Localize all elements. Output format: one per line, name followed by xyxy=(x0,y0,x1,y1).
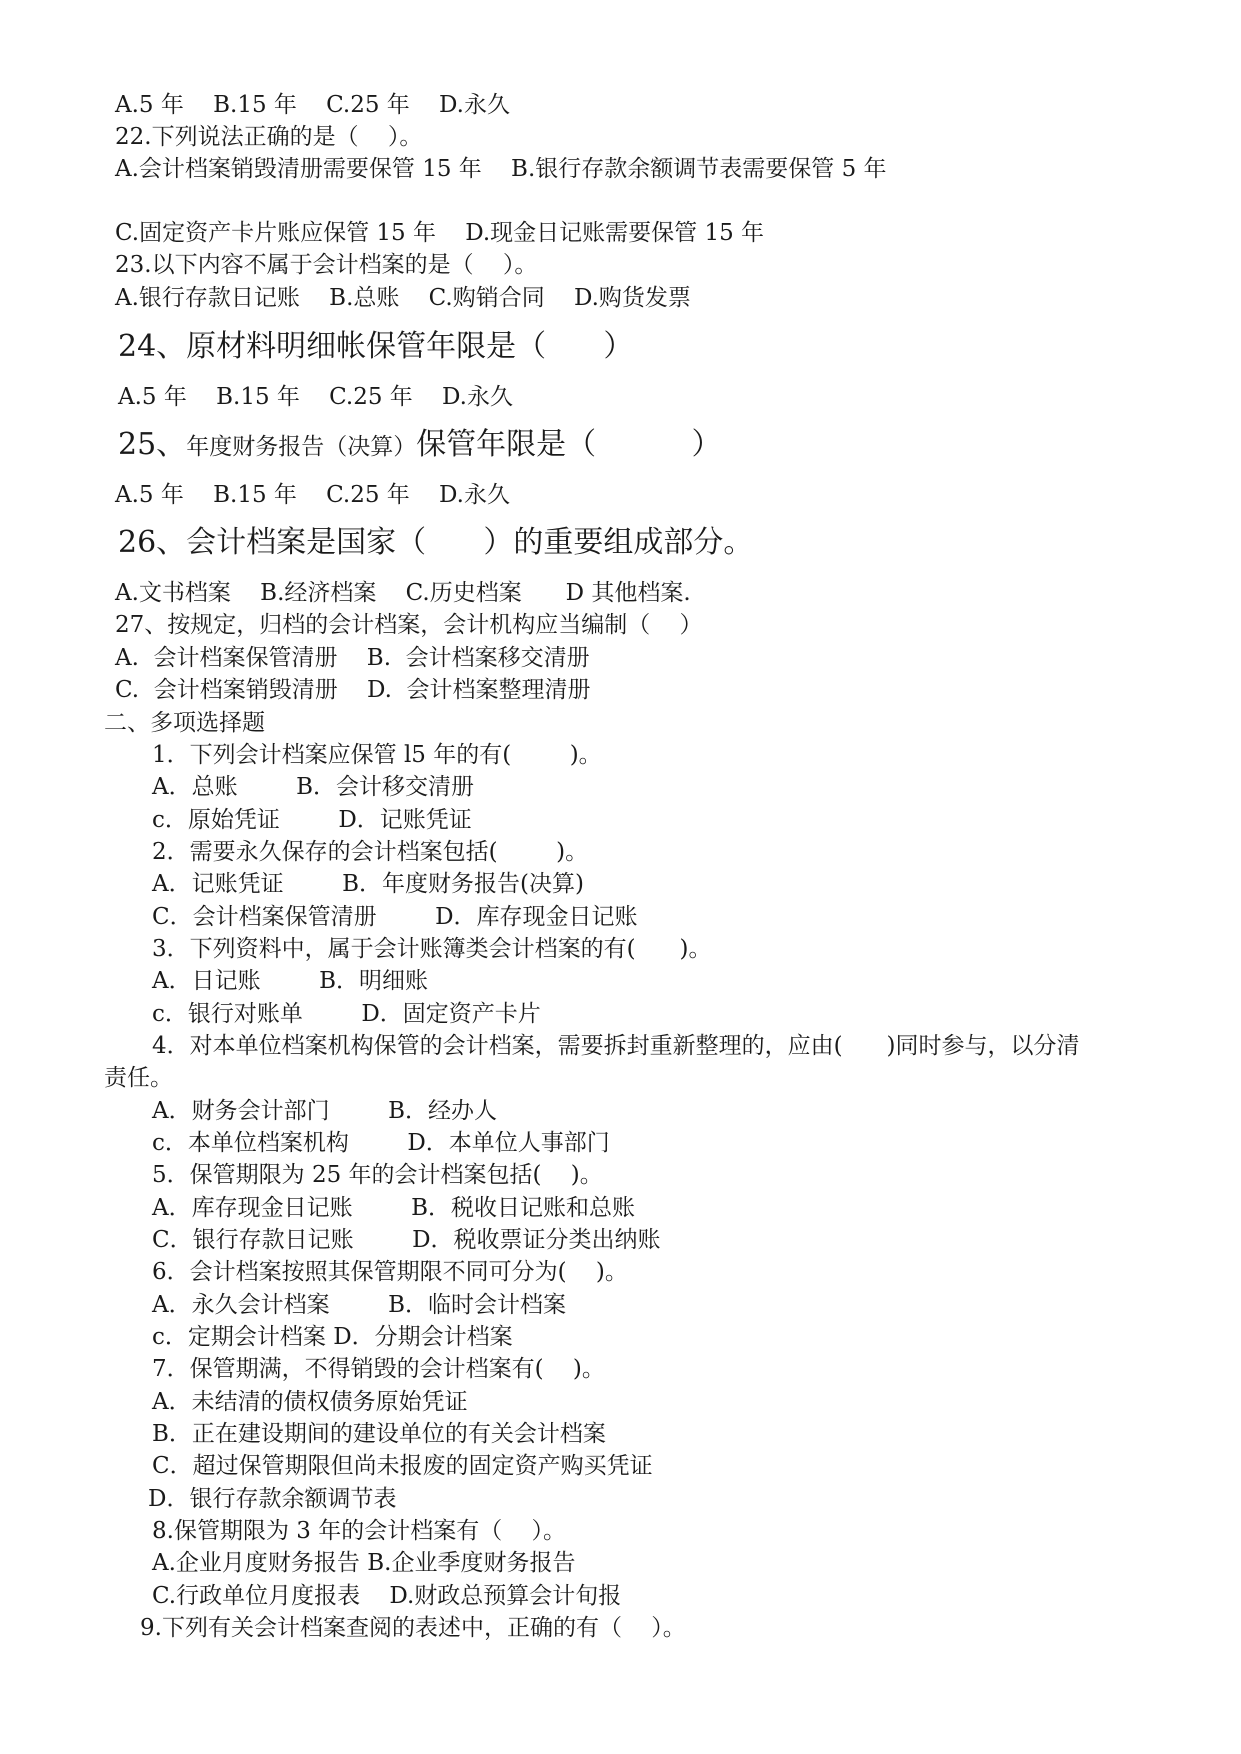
mq9-question: 9.下列有关会计档案查阅的表述中，正确的有（ ）。 xyxy=(140,1615,686,1641)
q24-question: 24、原材料明细帐保管年限是（ ） xyxy=(118,329,634,364)
mq1-options-ab: A．总账 B．会计移交清册 xyxy=(152,774,474,800)
mq1-options-cd: c．原始凭证 D．记账凭证 xyxy=(152,807,472,833)
mq5-question: 5．保管期限为 25 年的会计档案包括( )。 xyxy=(152,1162,603,1188)
mq8-options-ab: A.企业月度财务报告 B.企业季度财务报告 xyxy=(152,1550,576,1576)
mq2-question: 2．需要永久保存的会计档案包括( )。 xyxy=(152,839,589,865)
mq2-options-ab: A．记账凭证 B．年度财务报告(决算) xyxy=(152,871,584,897)
q21-options: A.5 年 B.15 年 C.25 年 D.永久 xyxy=(115,92,510,118)
mq4-options-cd: c．本单位档案机构 D．本单位人事部门 xyxy=(152,1130,610,1156)
q23-options: A.银行存款日记账 B.总账 C.购销合同 D.购货发票 xyxy=(115,285,691,311)
section-heading-multiple-choice: 二、多项选择题 xyxy=(104,710,265,736)
q27-question: 27、按规定，归档的会计档案，会计机构应当编制（ ） xyxy=(115,612,703,638)
mq7-option-a: A．未结清的债权债务原始凭证 xyxy=(152,1389,468,1415)
mq1-question: 1．下列会计档案应保管 l5 年的有( )。 xyxy=(152,742,602,768)
mq3-options-ab: A．日记账 B．明细账 xyxy=(152,968,428,994)
mq5-options-cd: C．银行存款日记账 D．税收票证分类出纳账 xyxy=(152,1227,661,1253)
mq4-question: 4．对本单位档案机构保管的会计档案，需要拆封重新整理的，应由( )同时参与，以分清 xyxy=(152,1033,1080,1059)
mq6-options-ab: A．永久会计档案 B．临时会计档案 xyxy=(152,1292,566,1318)
q25-rest: 保管年限是（ ） xyxy=(416,427,722,462)
mq5-options-ab: A．库存现金日记账 B．税收日记账和总账 xyxy=(152,1195,635,1221)
mq6-question: 6．会计档案按照其保管期限不同可分为( )。 xyxy=(152,1259,628,1285)
mq8-question: 8.保管期限为 3 年的会计档案有（ ）。 xyxy=(152,1518,566,1544)
mq4-options-ab: A．财务会计部门 B．经办人 xyxy=(152,1098,497,1124)
mq7-option-d: D．银行存款余额调节表 xyxy=(148,1486,397,1512)
mq3-question: 3．下列资料中，属于会计账簿类会计档案的有( )。 xyxy=(152,936,712,962)
q23-question: 23.以下内容不属于会计档案的是（ ）。 xyxy=(115,252,538,278)
q22-question: 22.下列说法正确的是（ ）。 xyxy=(115,124,423,150)
q25-options: A.5 年 B.15 年 C.25 年 D.永久 xyxy=(115,482,510,508)
q25-question xyxy=(118,426,722,464)
mq7-question: 7．保管期满，不得销毁的会计档案有( )。 xyxy=(152,1356,605,1382)
q26-question: 26、会计档案是国家（ ）的重要组成部分。 xyxy=(118,525,754,560)
q25-subject: 年度财务报告（决算） xyxy=(186,434,417,460)
mq8-options-cd: C.行政单位月度报表 D.财政总预算会计旬报 xyxy=(152,1583,622,1609)
q22-options-ab: A.会计档案销毁清册需要保管 15 年 B.银行存款余额调节表需要保管 5 年 xyxy=(115,156,887,182)
q26-options: A.文书档案 B.经济档案 C.历史档案 D 其他档案. xyxy=(115,580,691,606)
mq2-options-cd: C．会计档案保管清册 D．库存现金日记账 xyxy=(152,904,638,930)
q22-options-cd: C.固定资产卡片账应保管 15 年 D.现金日记账需要保管 15 年 xyxy=(115,220,765,246)
q27-options-ab: A. 会计档案保管清册 B. 会计档案移交清册 xyxy=(115,645,590,671)
mq6-options-cd: c．定期会计档案 D．分期会计档案 xyxy=(152,1324,513,1350)
mq7-option-c: C．超过保管期限但尚未报废的固定资产购买凭证 xyxy=(152,1453,653,1479)
mq7-option-b: B．正在建设期间的建设单位的有关会计档案 xyxy=(152,1421,606,1447)
q27-options-cd: C. 会计档案销毁清册 D. 会计档案整理清册 xyxy=(115,677,591,703)
mq4-question-cont: 责任。 xyxy=(104,1065,173,1091)
q25-number: 25、 xyxy=(118,427,187,462)
mq3-options-cd: c．银行对账单 D．固定资产卡片 xyxy=(152,1001,541,1027)
q24-options: A.5 年 B.15 年 C.25 年 D.永久 xyxy=(118,384,513,410)
